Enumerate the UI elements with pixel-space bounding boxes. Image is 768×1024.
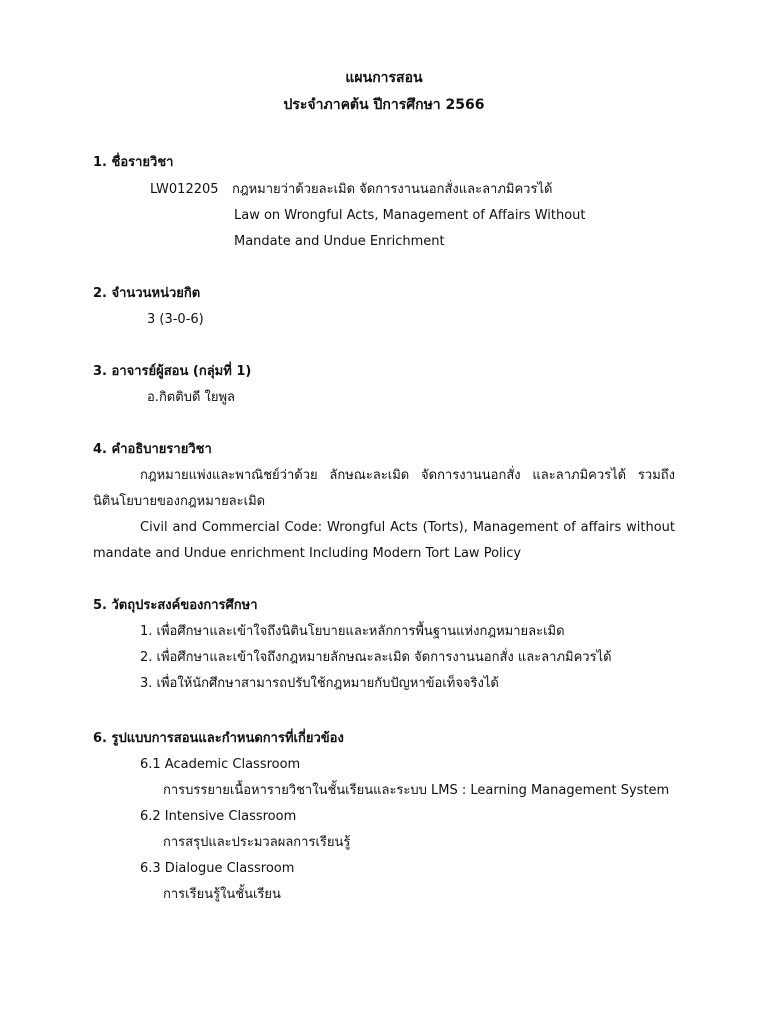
course-code: LW012205 — [150, 182, 219, 197]
description-th-line1: กฎหมายแพ่งและพาณิชย์ว่าด้วย ลักษณะละเมิด จัดการงานนอกสั่ง และลาภมิควรได้ รวมถึง — [140, 468, 675, 483]
objective-item: 3. เพื่อให้นักศึกษาสามารถปรับใช้กฎหมายกับปัญหาข้อเท็จจริงได้ — [140, 676, 499, 691]
page-title: แผนการสอน — [345, 70, 423, 86]
course-name-en-line2: Mandate and Undue Enrichment — [234, 234, 445, 249]
subsection-desc: การสรุปและประมวลผลการเรียนรู้ — [163, 835, 351, 850]
section-2-heading: 2. จำนวนหน่วยกิต — [93, 286, 201, 301]
credits-value: 3 (3-0-6) — [147, 312, 204, 327]
section-3-heading: 3. อาจารย์ผู้สอน (กลุ่มที่ 1) — [93, 364, 252, 379]
section-5-heading: 5. วัตถุประสงค์ของการศึกษา — [93, 598, 258, 613]
subsection-title: 6.3 Dialogue Classroom — [140, 861, 295, 876]
objective-item: 2. เพื่อศึกษาและเข้าใจถึงกฎหมายลักษณะละเมิด จัดการงานนอกสั่ง และลาภมิควรได้ — [140, 650, 612, 665]
course-name-en-line1: Law on Wrongful Acts, Management of Affairs Without — [234, 208, 586, 223]
objective-item: 1. เพื่อศึกษาและเข้าใจถึงนิตินโยบายและหลักการพื้นฐานแห่งกฎหมายละเมิด — [140, 624, 565, 639]
subsection-desc: การเรียนรู้ในชั้นเรียน — [163, 887, 281, 902]
page-subtitle: ประจำภาคต้น ปีการศึกษา 2566 — [283, 97, 485, 113]
subsection-title: 6.2 Intensive Classroom — [140, 809, 297, 824]
instructor-name: อ.กิตติบดี ใยพูล — [147, 390, 236, 405]
description-en-line2: mandate and Undue enrichment Including Modern Tort Law Policy — [93, 546, 522, 561]
description-th-line2: นิตินโยบายของกฎหมายละเมิด — [93, 494, 266, 509]
description-en-line1: Civil and Commercial Code: Wrongful Acts (Torts), Management of affairs without — [140, 520, 675, 535]
course-name-th: กฎหมายว่าด้วยละเมิด จัดการงานนอกสั่งและลาภมิควรได้ — [232, 182, 553, 197]
section-1-heading: 1. ชื่อรายวิชา — [93, 155, 174, 170]
section-6-heading: 6. รูปแบบการสอนและกำหนดการที่เกี่ยวข้อง — [93, 731, 344, 746]
subsection-desc: การบรรยายเนื้อหารายวิชาในชั้นเรียนและระบบ LMS : Learning Management System — [163, 783, 670, 798]
subsection-title: 6.1 Academic Classroom — [140, 757, 301, 772]
section-4-heading: 4. คำอธิบายรายวิชา — [93, 442, 212, 457]
